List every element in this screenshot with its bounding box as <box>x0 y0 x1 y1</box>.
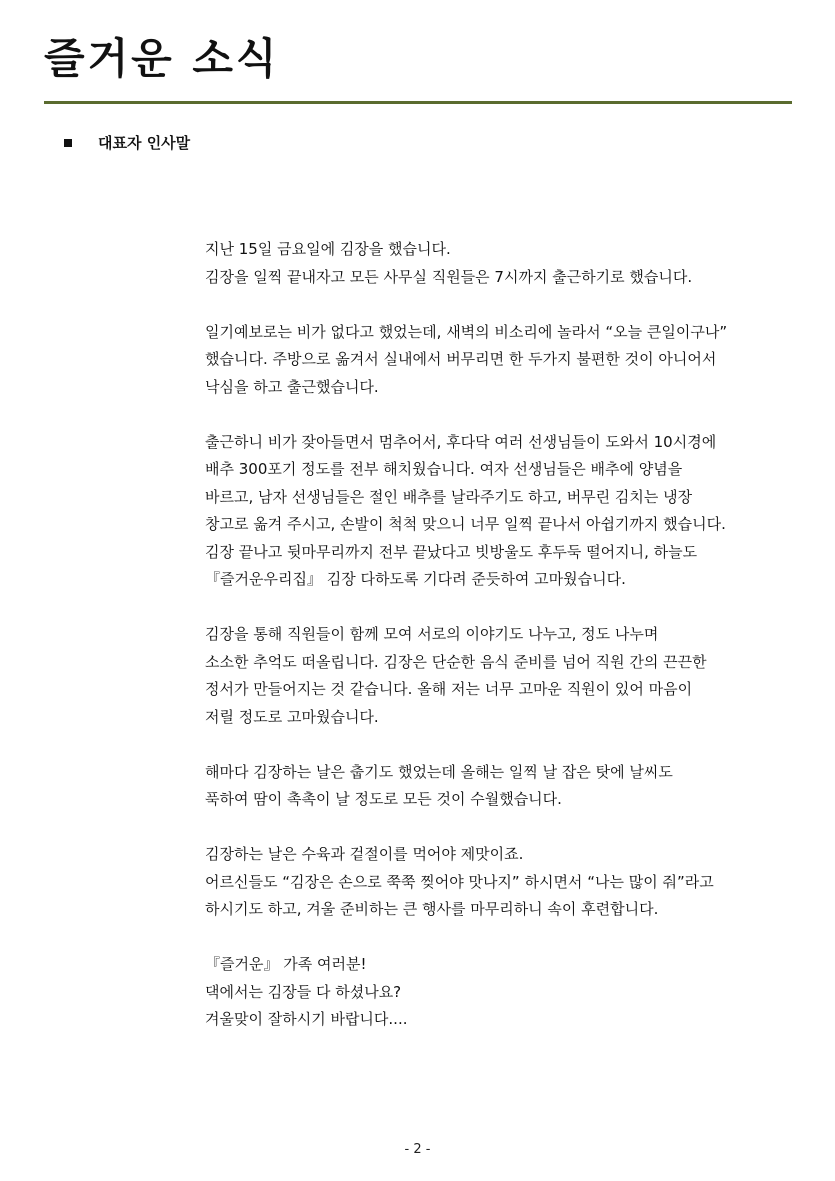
section-heading-label: 대표자 인사말 <box>98 134 191 152</box>
paragraph-line: 출근하니 비가 잦아들면서 멈추어서, 후다닥 여러 선생님들이 도와서 10시경에 <box>205 432 717 451</box>
paragraph-line: 정서가 만들어지는 것 같습니다. 올해 저는 너무 고마운 직원이 있어 마음이 <box>205 680 693 698</box>
paragraph-line: 겨울맞이 잘하시기 바랍니다.... <box>205 1010 408 1028</box>
paragraph-line: 해마다 김장하는 날은 춥기도 했었는데 올해는 일찍 날 잡은 탓에 날씨도 <box>205 762 673 781</box>
letter-paragraph <box>205 319 775 402</box>
paragraph-line: 낙심을 하고 출근했습니다. <box>205 377 379 396</box>
section-heading <box>64 132 190 153</box>
letter-paragraph <box>205 759 775 814</box>
paragraph-line: 창고로 옮겨 주시고, 손발이 척척 맞으니 너무 일찍 끝나서 아쉽기까지 했습니다. <box>205 515 726 533</box>
paragraph-line: 김장 끝나고 뒷마무리까지 전부 끝났다고 빗방울도 후두둑 떨어지니, 하늘도 <box>205 542 698 561</box>
paragraph-line: 푹하여 땀이 촉촉이 날 정도로 모든 것이 수월했습니다. <box>205 790 562 808</box>
letter-paragraph <box>205 951 775 1034</box>
paragraph-line: 하시기도 하고, 겨울 준비하는 큰 행사를 마무리하니 속이 후련합니다. <box>205 900 659 918</box>
letter-paragraph <box>205 621 775 731</box>
paragraph-line: 어르신들도 “김장은 손으로 쭉쭉 찢어야 맛나지” 하시면서 “나는 많이 줘”라고 <box>205 872 714 891</box>
paragraph-line: 배추 300포기 정도를 전부 해치웠습니다. 여자 선생님들은 배추에 양념을 <box>205 460 683 478</box>
paragraph-line: 『즐거운』 가족 여러분! <box>205 955 367 973</box>
letter-body <box>205 236 775 1061</box>
letter-paragraph <box>205 841 775 924</box>
paragraph-line: 김장을 통해 직원들이 함께 모여 서로의 이야기도 나누고, 정도 나누며 <box>205 625 659 643</box>
square-bullet-icon <box>64 139 72 147</box>
paragraph-line: 지난 15일 금요일에 김장을 했습니다. <box>205 240 451 258</box>
letter-paragraph <box>205 429 775 594</box>
paragraph-line: 바르고, 남자 선생님들은 절인 배추를 날라주기도 하고, 버무린 김치는 냉장 <box>205 487 693 506</box>
page-title: 즐거운 소식 <box>44 34 280 83</box>
paragraph-line: 소소한 추억도 떠올립니다. 김장은 단순한 음식 준비를 넘어 직원 간의 끈끈한 <box>205 652 707 671</box>
page-number: - 2 - <box>404 1142 431 1157</box>
paragraph-line: 했습니다. 주방으로 옮겨서 실내에서 버무리면 한 두가지 불편한 것이 아니어서 <box>205 350 717 368</box>
paragraph-line: 『즐거운우리집』 김장 다하도록 기다려 준듯하여 고마웠습니다. <box>205 570 626 588</box>
paragraph-line: 김장을 일찍 끝내자고 모든 사무실 직원들은 7시까지 출근하기로 했습니다. <box>205 267 693 286</box>
letter-paragraph <box>205 236 775 291</box>
paragraph-line: 댁에서는 김장들 다 하셨나요? <box>205 982 402 1001</box>
paragraph-line: 김장하는 날은 수육과 겉절이를 먹어야 제맛이죠. <box>205 845 524 863</box>
title-divider <box>44 101 792 104</box>
paragraph-line: 일기예보로는 비가 없다고 했었는데, 새벽의 비소리에 놀라서 “오늘 큰일이구나” <box>205 322 728 341</box>
paragraph-line: 저릴 정도로 고마웠습니다. <box>205 707 379 726</box>
